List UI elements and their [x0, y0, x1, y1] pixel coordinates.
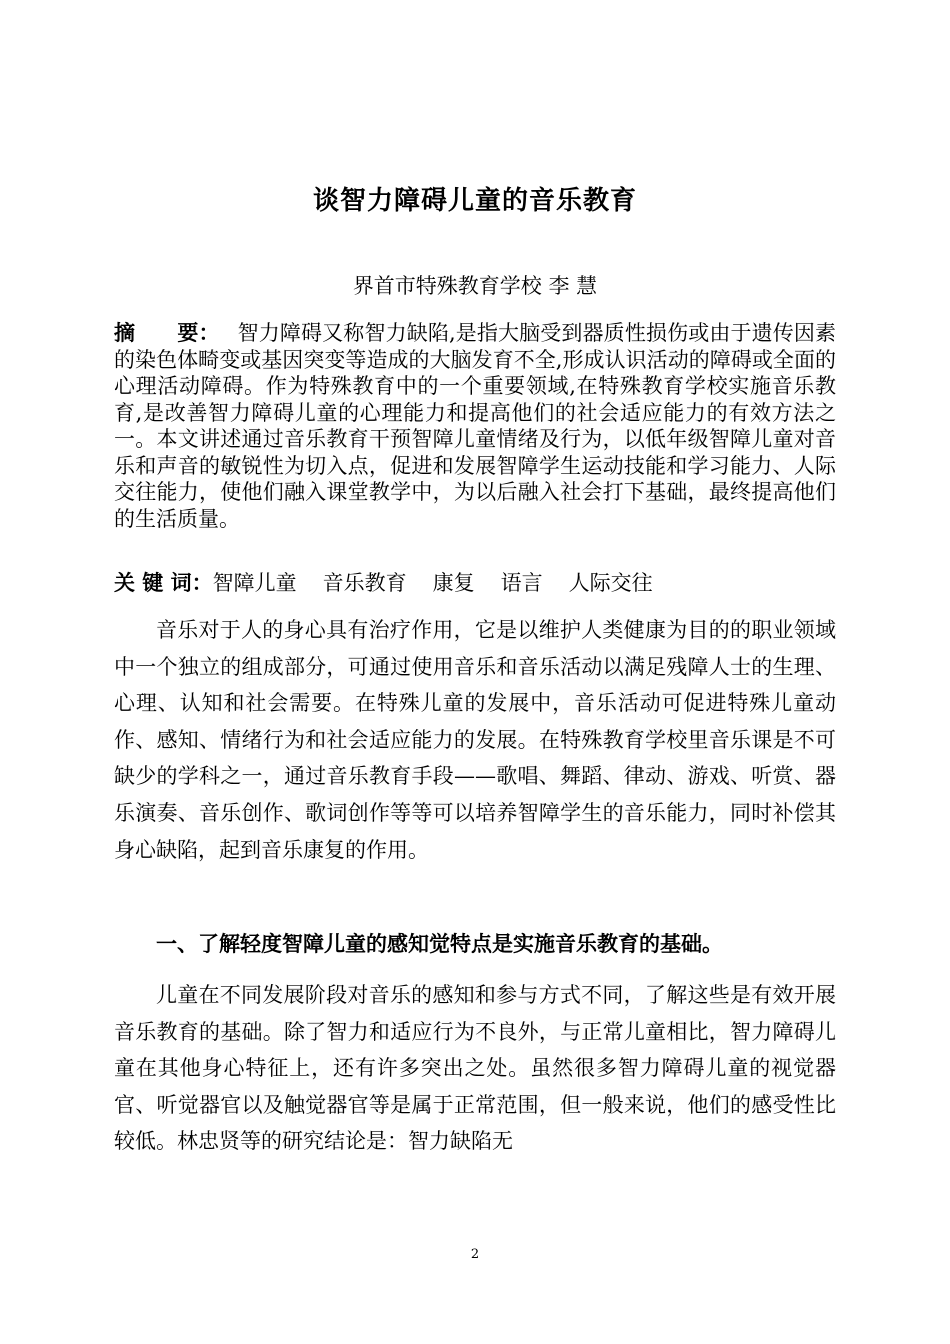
abstract-label: 摘 要：: [114, 320, 220, 345]
body-paragraph-1: 音乐对于人的身心具有治疗作用，它是以维护人类健康为目的的职业领域中一个独立的组成部分，可通过使用音乐和音乐活动以满足残障人士的生理、心理、认知和社会需要。在特殊儿童的发展中，音乐活动可促进特殊儿童动作、感知、情绪行为和社会适应能力的发展。在特殊教育学校里音乐课是不可缺少的学科之一，通过音乐教育手段——歌唱、舞蹈、律动、游戏、听赏、器乐演奏、音乐创作、歌词创作等等可以培养智障学生的音乐能力，同时补偿其身心缺陷，起到音乐康复的作用。: [114, 618, 836, 862]
section-heading-1: 一、了解轻度智障儿童的感知觉特点是实施音乐教育的基础。: [156, 931, 723, 956]
keyword-item: 语言: [500, 571, 543, 595]
page-number: 2: [470, 1247, 480, 1262]
abstract-block: [114, 320, 836, 532]
body-paragraph-2: 儿童在不同发展阶段对音乐的感知和参与方式不同，了解这些是有效开展音乐教育的基础。除了智力和适应行为不良外，与正常儿童相比，智力障碍儿童在其他身心特征上，还有许多突出之处。虽然很多智力障碍儿童的视觉器官、听觉器官以及触觉器官等是属于正常范围，但一般来说，他们的感受性比较低。林忠贤等的研究结论是：智力缺陷无: [114, 983, 836, 1154]
keywords-line: [114, 567, 836, 597]
abstract-text: 智力障碍又称智力缺陷,是指大脑受到器质性损伤或由于遗传因素的染色体畸变或基因突变等造成的大脑发育不全,形成认识活动的障碍或全面的心理活动障碍。作为特殊教育中的一个重要领域,在特殊教育学校实施音乐教育,是改善智力障碍儿童的心理能力和提高他们的社会适应能力的有效方法之一。本文讲述通过音乐教育干预智障儿童情绪及行为，以低年级智障儿童对音乐和声音的敏锐性为切入点，促进和发展智障学生运动技能和学习能力、人际交往能力，使他们融入课堂教学中，为以后融入社会打下基础，最终提高他们的生活质量。: [114, 321, 836, 531]
keyword-item: 康复: [432, 571, 475, 595]
author-line: 界首市特殊教育学校 李 慧: [352, 274, 598, 298]
document-title: 谈智力障碍儿童的音乐教育: [312, 186, 637, 216]
keywords-label: 关 键 词：: [114, 570, 213, 595]
keyword-item: 智障儿童: [212, 571, 297, 595]
keyword-item: 人际交往: [568, 571, 653, 595]
keyword-item: 音乐教育: [322, 571, 407, 595]
